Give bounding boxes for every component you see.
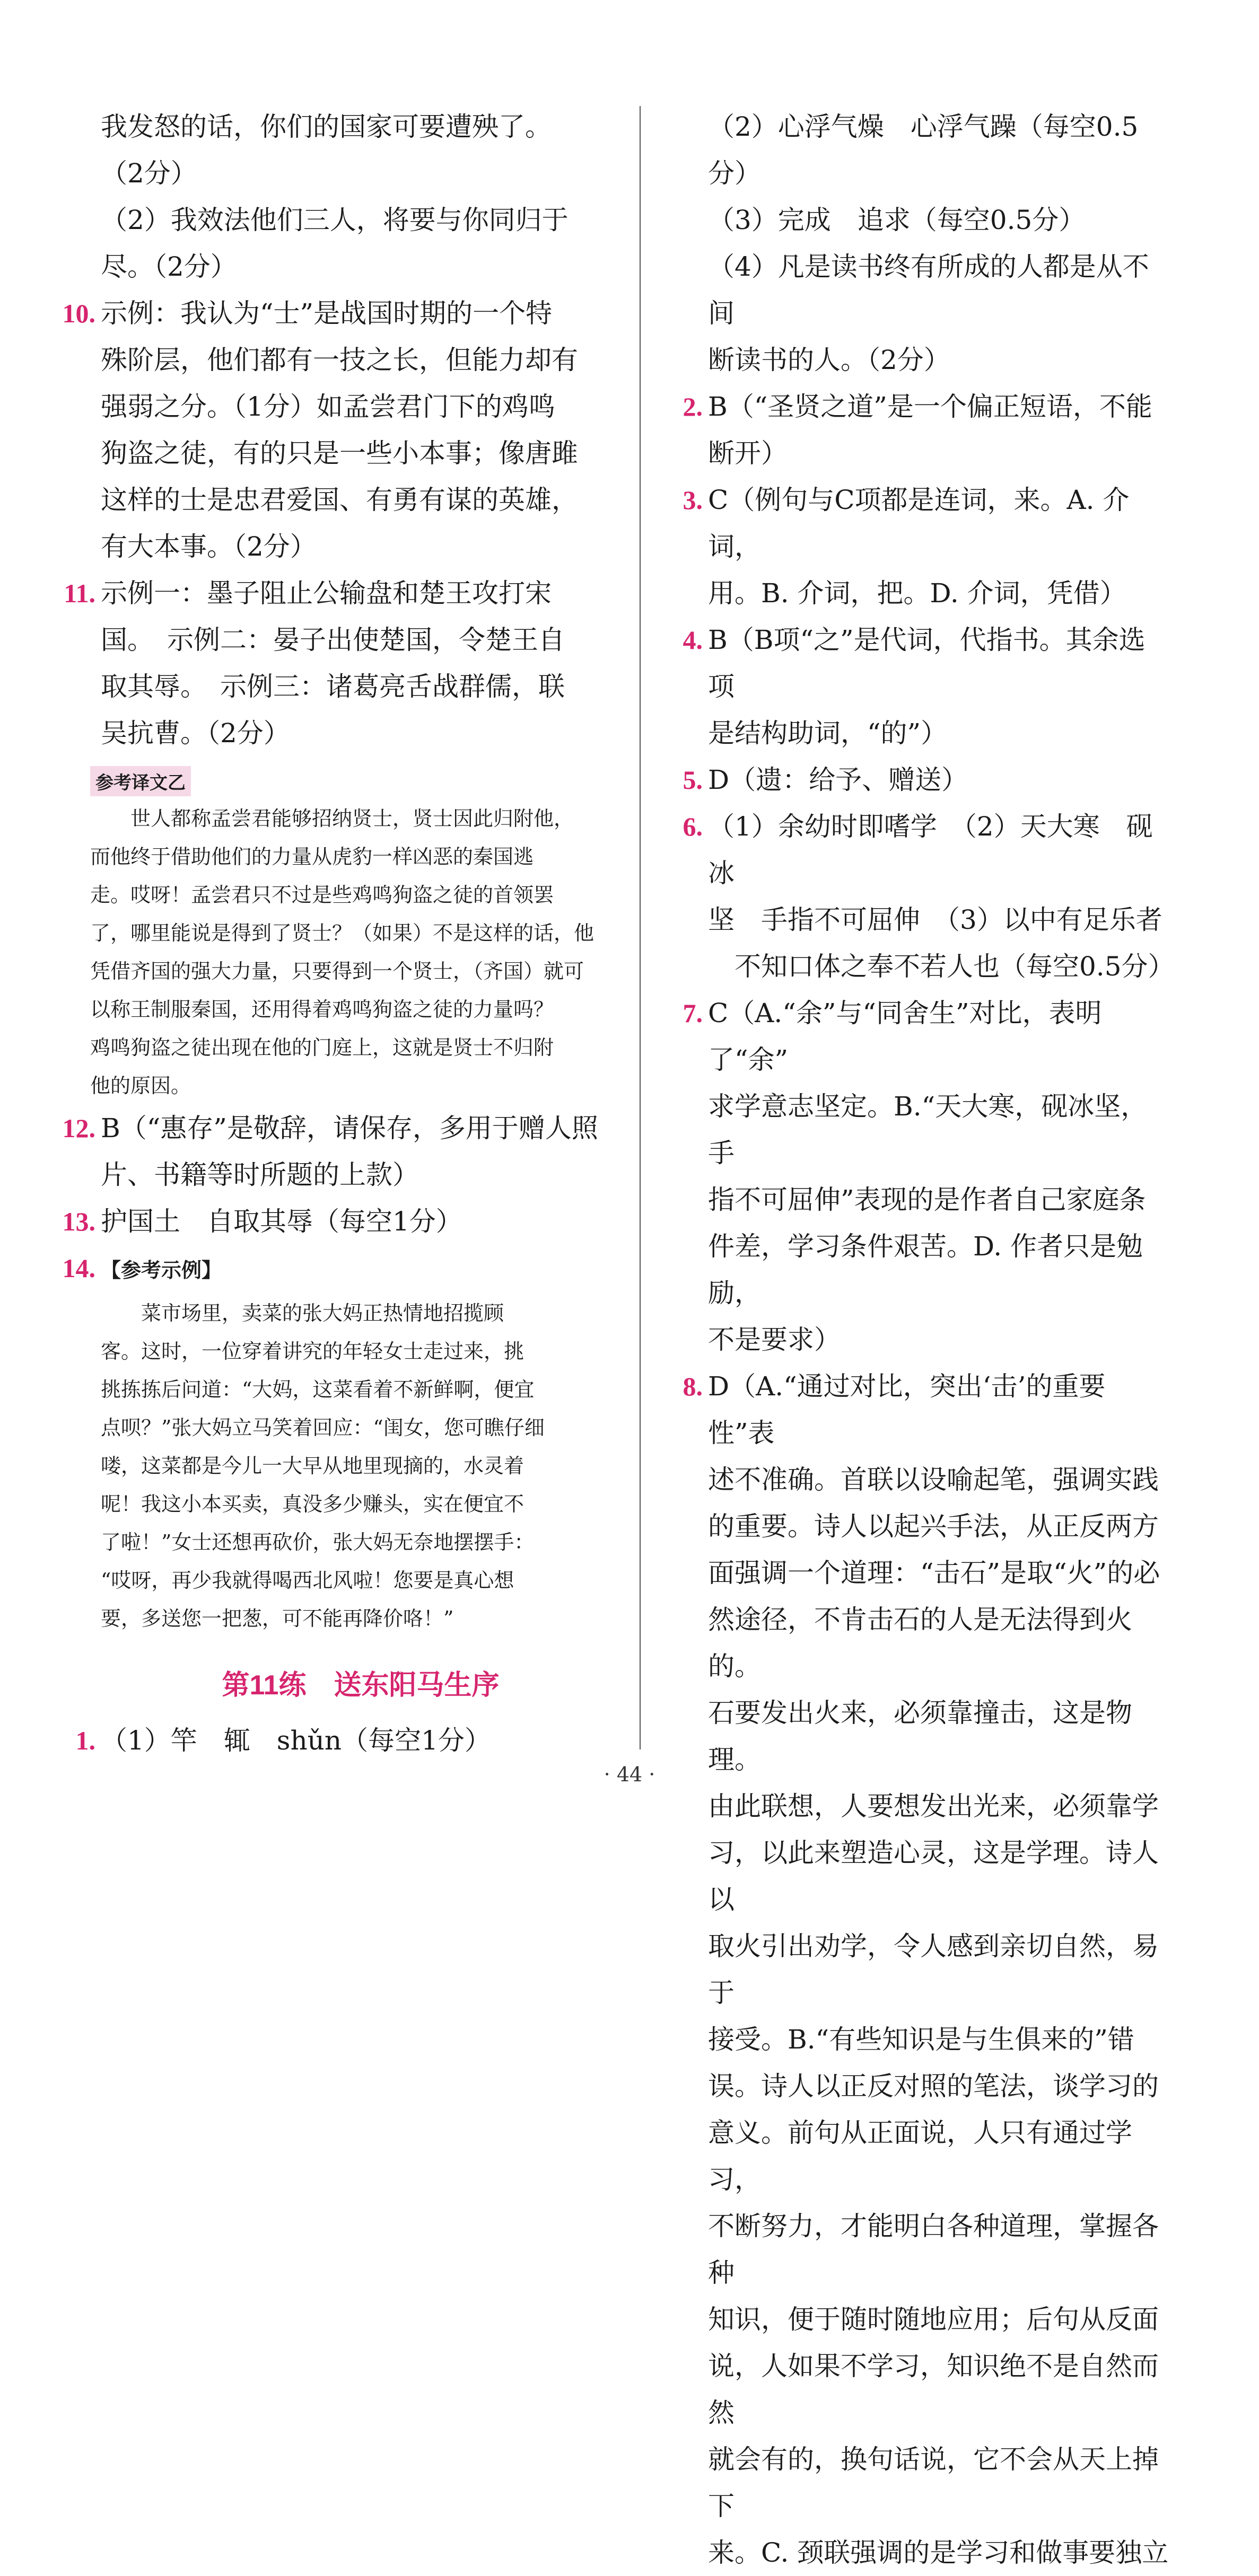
continued-line: 尽。（2分） xyxy=(101,251,237,282)
answer-line: 示例：我认为“士”是战国时期的一个特 xyxy=(101,298,553,329)
page-number: · 44 · xyxy=(604,1763,655,1786)
item-number: 5. xyxy=(683,765,703,795)
answer-item-11 xyxy=(64,570,620,757)
continued-line: （2）心浮气燥 心浮气躁（每空0.5分） xyxy=(708,111,1139,189)
answer-item-10 xyxy=(62,290,620,570)
item-number: 2. xyxy=(683,392,703,421)
answer-item-12 xyxy=(62,1105,620,1198)
answer-line: 吴抗曹。（2分） xyxy=(101,718,290,749)
answer-item-4 xyxy=(683,617,1169,757)
translation-label: 参考译文乙 xyxy=(90,766,191,796)
answer-line: 的重要。诗人以起兴手法，从正反两方 xyxy=(708,1511,1159,1542)
answer-line: 石要发出火来，必须靠撞击，这是物理。 xyxy=(708,1698,1132,1775)
answer-item-6 xyxy=(683,803,1175,990)
answer-line: 说，人如果不学习，知识绝不是自然而然 xyxy=(708,2351,1159,2428)
answer-line: 件差，学习条件艰苦。D. 作者只是勉励， xyxy=(708,1231,1143,1308)
answer-line: B（B项“之”是代词，代指书。其余选项 xyxy=(708,625,1146,702)
example-line: 挑拣拣后问道：“大妈，这菜看着不新鲜啊，便宜 xyxy=(101,1378,535,1401)
item-number: 4. xyxy=(683,625,703,655)
continued-line: （2）我效法他们三人，将要与你同归于 xyxy=(101,205,569,235)
answer-line: 狗盗之徒，有的只是一些小本事；像唐雎 xyxy=(101,438,578,469)
example-line: 要，多送您一把葱，可不能再降价咯！” xyxy=(101,1607,454,1630)
translation-line: 了，哪里能说是得到了贤士？（如果）不是这样的话，他 xyxy=(90,921,594,945)
translation-line: 而他终于借助他们的力量从虎豹一样凶恶的秦国逃 xyxy=(90,845,534,868)
answer-line: 误。诗人以正反对照的笔法，谈学习的 xyxy=(708,2071,1159,2102)
answer-line: （1）余幼时即嗜学 （2）天大寒 砚冰 xyxy=(708,811,1153,889)
continued-line: 断读书的人。（2分） xyxy=(708,345,950,375)
answer-line: 断开） xyxy=(708,438,788,469)
answer-line: （1）竿 辄 shǔn（每空1分） xyxy=(101,1725,491,1756)
answer-line: 有大本事。（2分） xyxy=(101,531,317,562)
translation-line: 走。哎呀！孟尝君只不过是些鸡鸣狗盗之徒的首领罢 xyxy=(90,883,554,907)
answer-line: 用。B. 介词，把。D. 介词，凭借） xyxy=(708,578,1126,609)
answer-item-5 xyxy=(683,757,1169,803)
answer-line: 指不可屈伸”表现的是作者自己家庭条 xyxy=(708,1184,1146,1215)
answer-line: 面强调一个道理：“击石”是取“火”的必 xyxy=(708,1558,1160,1588)
item-number: 14. xyxy=(62,1253,95,1283)
answer-line: 不断努力，才能明白各种道理，掌握各种 xyxy=(708,2211,1159,2288)
continued-line: （3）完成 追求（每空0.5分） xyxy=(708,205,1086,235)
answer-item-2 xyxy=(683,383,1169,477)
answer-item-13 xyxy=(62,1198,620,1245)
answer-item-8 xyxy=(683,1363,1169,2576)
reference-example-label: 【参考示例】 xyxy=(101,1260,222,1282)
example-line: 菜市场里，卖菜的张大妈正热情地招揽顾 xyxy=(141,1302,504,1325)
answer-line: 强弱之分。（1分）如孟尝君门下的鸡鸣 xyxy=(101,391,555,422)
answer-line: 殊阶层，他们都有一技之长，但能力却有 xyxy=(101,345,578,375)
item-number: 7. xyxy=(683,998,703,1028)
answer-line: 取其辱。 示例三：诸葛亮舌战群儒，联 xyxy=(101,671,565,702)
answer-line: B（“惠存”是敬辞，请保存，多用于赠人照 xyxy=(101,1113,598,1144)
item-number: 10. xyxy=(62,298,95,328)
answer-line: 示例一：墨子阻止公输盘和楚王攻打宋 xyxy=(101,578,552,609)
section-title: 第11练 送东阳马生序 xyxy=(222,1670,500,1701)
item-number: 1. xyxy=(75,1726,95,1755)
answer-line: 片、书籍等时所题的上款） xyxy=(101,1159,419,1190)
answer-line: C（例句与C项都是连词，来。A. 介词， xyxy=(708,485,1130,562)
answer-item-3 xyxy=(683,477,1169,617)
answer-line: 来。C. 颈联强调的是学习和做事要独立 xyxy=(708,2537,1169,2568)
answer-line: 习，以此来塑造心灵，这是学理。诗人以 xyxy=(708,1838,1159,1915)
item-number: 13. xyxy=(62,1207,95,1236)
item-number: 6. xyxy=(683,812,703,841)
left-column xyxy=(62,103,620,1764)
answer-line: 由此联想，人要想发出光来，必须靠学 xyxy=(708,1791,1159,1822)
continued-line: （4）凡是读书终有所成的人都是从不间 xyxy=(708,251,1149,329)
answer-line: 不是要求） xyxy=(708,1324,841,1355)
answer-line: 述不准确。首联以设喻起笔，强调实践 xyxy=(708,1464,1159,1495)
answer-line: 是结构助词，“的”） xyxy=(708,718,948,749)
answer-item-7 xyxy=(683,990,1169,1363)
right-column xyxy=(683,103,1175,2576)
answer-line: 知识，便于随时随地应用；后句从反面 xyxy=(708,2304,1159,2335)
translation-line: 鸡鸣狗盗之徒出现在他的门庭上，这就是贤士不归附 xyxy=(90,1036,554,1059)
item-number: 11. xyxy=(64,578,95,608)
answer-line: 然途径，不肯击石的人是无法得到火的。 xyxy=(708,1604,1132,1682)
example-line: 客。这时，一位穿着讲究的年轻女士走过来，挑 xyxy=(101,1340,524,1363)
answer-line: 国。 示例二：晏子出使楚国，令楚王自 xyxy=(101,625,565,655)
example-line: 了啦！”女士还想再砍价，张大妈无奈地摆摆手： xyxy=(101,1531,535,1554)
answer-line: 就会有的，换句话说，它不会从天上掉下 xyxy=(708,2444,1159,2521)
example-line: 喽，这菜都是今儿一大早从地里现摘的，水灵着 xyxy=(101,1454,524,1478)
answer-line: 意义。前句从正面说，人只有通过学习， xyxy=(708,2117,1132,2195)
item-number: 3. xyxy=(683,485,703,515)
translation-line: 世人都称孟尝君能够招纳贤士，贤士因此归附他， xyxy=(130,807,574,830)
translation-block xyxy=(90,799,620,1105)
answer-line: 接受。B.“有些知识是与生俱来的”错 xyxy=(708,2024,1134,2055)
answer-line: 取火引出劝学，令人感到亲切自然，易于 xyxy=(708,1931,1159,2008)
example-line: “哎呀，再少我就得喝西北风啦！您要是真心想 xyxy=(101,1569,514,1592)
continued-line: 我发怒的话，你们的国家可要遭殃了。 xyxy=(101,111,552,142)
answer-line: B（“圣贤之道”是一个偏正短语，不能 xyxy=(708,391,1152,422)
answer-line: 坚 手指不可屈伸 （3）以中有足乐者 xyxy=(708,904,1162,935)
answer-line: 护国土 自取其辱（每空1分） xyxy=(101,1206,462,1237)
answer-item-14 xyxy=(62,1245,620,1638)
example-line: 点呗？”张大妈立马笑着回应：“闺女，您可瞧仔细 xyxy=(101,1416,545,1439)
answer-line: D（A.“通过对比，突出‘击’的重要性”表 xyxy=(708,1371,1106,1448)
item-number: 12. xyxy=(62,1113,95,1143)
answer-line: 不知口体之奉不若人也（每空0.5分） xyxy=(708,951,1175,982)
answer-line: 这样的士是忠君爱国、有勇有谋的英雄， xyxy=(101,485,578,515)
answer-line: C（A.“余”与“同舍生”对比，表明了“余” xyxy=(708,998,1102,1075)
answer-line: D（遗：给予、赠送） xyxy=(708,764,968,795)
column-divider xyxy=(640,106,641,1749)
translation-line: 以称王制服秦国，还用得着鸡鸣狗盗之徒的力量吗？ xyxy=(90,998,554,1021)
continued-line: （2分） xyxy=(101,158,197,189)
translation-line: 凭借齐国的强大力量，只要得到一个贤士，（齐国）就可 xyxy=(90,960,584,983)
translation-line: 他的原因。 xyxy=(90,1074,191,1097)
example-line: 呢！我这小本买卖，真没多少赚头，实在便宜不 xyxy=(101,1492,524,1516)
answer-line: 求学意志坚定。B.“天大寒，砚冰坚，手 xyxy=(708,1091,1148,1168)
item-number: 8. xyxy=(683,1371,703,1401)
answer-item-1 xyxy=(75,1717,620,1764)
